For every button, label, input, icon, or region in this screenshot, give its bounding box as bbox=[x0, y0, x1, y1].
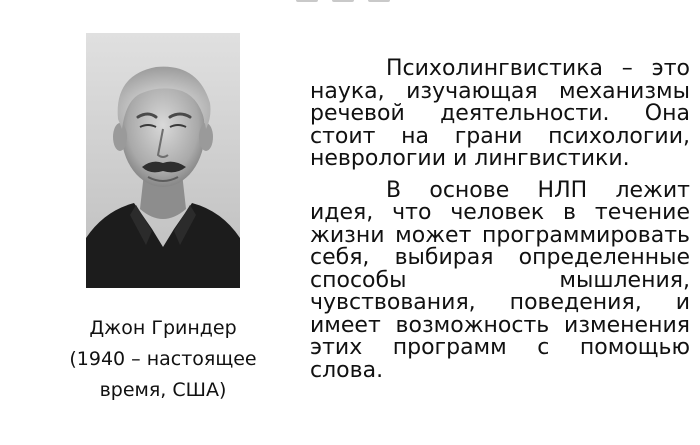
caption-years: (1940 – настоящее bbox=[69, 348, 257, 370]
paragraph-nlp: В основе НЛП лежит идея, что человек в течение жизни может программировать себя, выбирая определенные способы мышления, чувствования, поведения, и имеет возможность изменения этих программ с помощью слова. bbox=[310, 177, 690, 383]
paragraph-psycholinguistics: Психолингвистика – это наука, изучающая механизмы речевой деятельности. Она стоит на грани психологии, неврологии и лингвистики. bbox=[310, 56, 690, 171]
caption-country: время, США) bbox=[99, 379, 227, 401]
portrait-caption bbox=[50, 313, 276, 406]
portrait-photo bbox=[86, 33, 240, 288]
caption-name: Джон Гриндер bbox=[89, 317, 237, 339]
cropped-glyph bbox=[332, 0, 354, 2]
portrait-illustration bbox=[86, 33, 240, 288]
body-text bbox=[310, 58, 690, 391]
cropped-glyph bbox=[296, 0, 318, 2]
cropped-glyph bbox=[368, 0, 390, 2]
